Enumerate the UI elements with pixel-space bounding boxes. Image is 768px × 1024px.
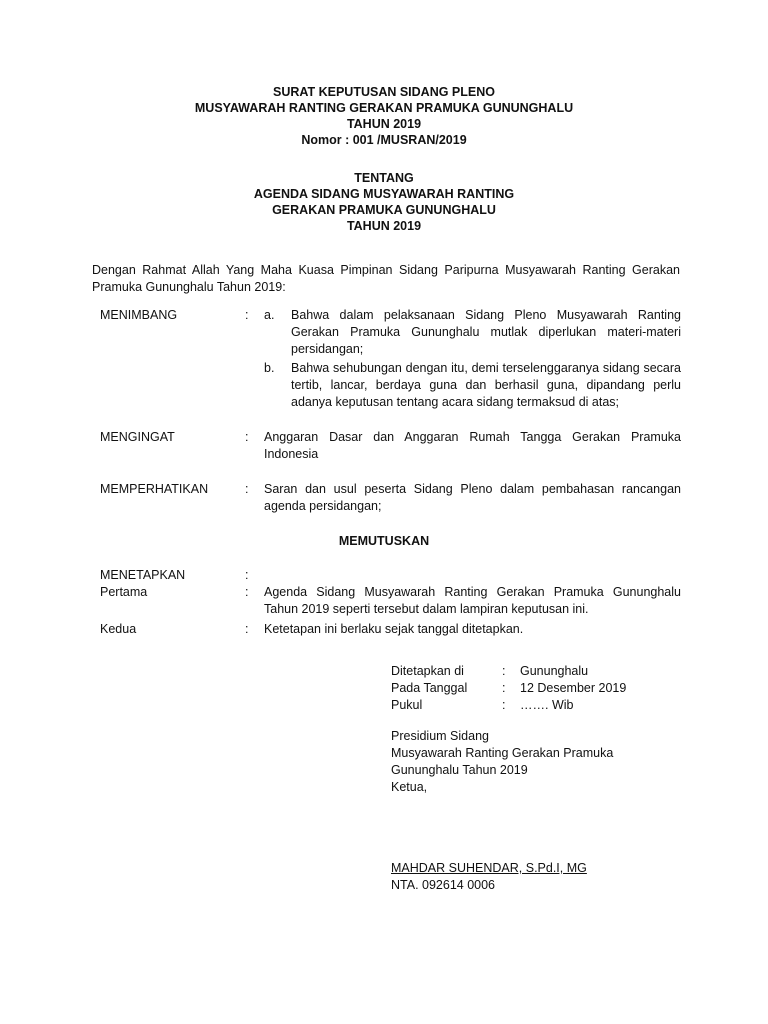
sig-place-colon: : [502,664,506,678]
kedua-colon: : [245,622,249,636]
subject-line: GERAKAN PRAMUKA GUNUNGHALU [272,203,496,217]
mengingat-label: MENGINGAT [100,430,175,444]
intro-paragraph: Dengan Rahmat Allah Yang Maha Kuasa Pimpinan Sidang Paripurna Musyawarah Ranting Gerakan Pramuka Gununghalu Tahun 2019: [92,263,680,294]
menimbang-label: MENIMBANG [100,308,178,322]
decree-number: Nomor : 001 /MUSRAN/2019 [301,133,467,147]
pertama-colon: : [245,585,249,599]
sig-row-date [391,680,691,697]
menimbang-item-b: Bahwa sehubungan dengan itu, demi terselenggaranya sidang secara tertib, lancar, berdaya guna dan berhasil guna, dipandang perlu adanya keputusan tentang acara sidang termaksud di atas; [291,361,681,409]
subject-line: AGENDA SIDANG MUSYAWARAH RANTING [253,187,515,201]
sig-time-label: Pukul [391,698,423,712]
menetapkan-colon: : [245,568,249,582]
sig-row-place [391,663,691,680]
kedua-text: Ketetapan ini berlaku sejak tanggal ditetapkan. [264,622,524,636]
signatory-nta: NTA. 092614 0006 [391,878,496,892]
sig-date-colon: : [502,681,506,695]
header-line: MUSYAWARAH RANTING GERAKAN PRAMUKA GUNUNGHALU [194,101,574,115]
mengingat-colon: : [245,430,249,444]
pertama-text: Agenda Sidang Musyawarah Ranting Gerakan Pramuka Gununghalu Tahun 2019 seperti tersebut dalam lampiran keputusan ini. [264,585,681,616]
pertama-label: Pertama [100,585,148,599]
memperhatikan-colon: : [245,482,249,496]
mengingat-text: Anggaran Dasar dan Anggaran Rumah Tangga Gerakan Pramuka Indonesia [264,430,681,461]
sig-time-colon: : [502,698,506,712]
sig-time-value: ……. Wib [520,698,574,712]
menimbang-marker-a: a. [264,308,275,322]
sig-date-value: 12 Desember 2019 [520,681,627,695]
sig-place-label: Ditetapkan di [391,664,464,678]
menimbang-marker-b: b. [264,361,275,375]
sig-place-value: Gununghalu [520,664,589,678]
header-line: TAHUN 2019 [346,117,422,131]
presidium-line: Presidium Sidang [391,729,489,743]
subject-line: TAHUN 2019 [346,219,422,233]
decree-header [0,84,768,148]
subject-line: TENTANG [354,171,414,185]
kedua-label: Kedua [100,622,137,636]
sig-row-time [391,697,691,714]
presidium-block [391,728,711,796]
memperhatikan-label: MEMPERHATIKAN [100,482,209,496]
decree-subject [0,170,768,234]
menimbang-colon: : [245,308,249,322]
memperhatikan-text: Saran dan usul peserta Sidang Pleno dalam pembahasan rancangan agenda persidangan; [264,482,681,513]
presidium-line: Ketua, [391,780,428,794]
menimbang-item-a: Bahwa dalam pelaksanaan Sidang Pleno Musyawarah Ranting Gerakan Pramuka Gununghalu mutlak diperlukan materi-materi persidangan; [291,308,681,356]
menetapkan-label: MENETAPKAN [100,568,186,582]
sig-date-label: Pada Tanggal [391,681,468,695]
signatory-name: MAHDAR SUHENDAR, S.Pd.I, MG [391,861,587,875]
presidium-line: Musyawarah Ranting Gerakan Pramuka [391,746,614,760]
memutuskan-heading: MEMUTUSKAN [338,534,430,548]
header-line: SURAT KEPUTUSAN SIDANG PLENO [272,85,495,99]
presidium-line: Gununghalu Tahun 2019 [391,763,528,777]
